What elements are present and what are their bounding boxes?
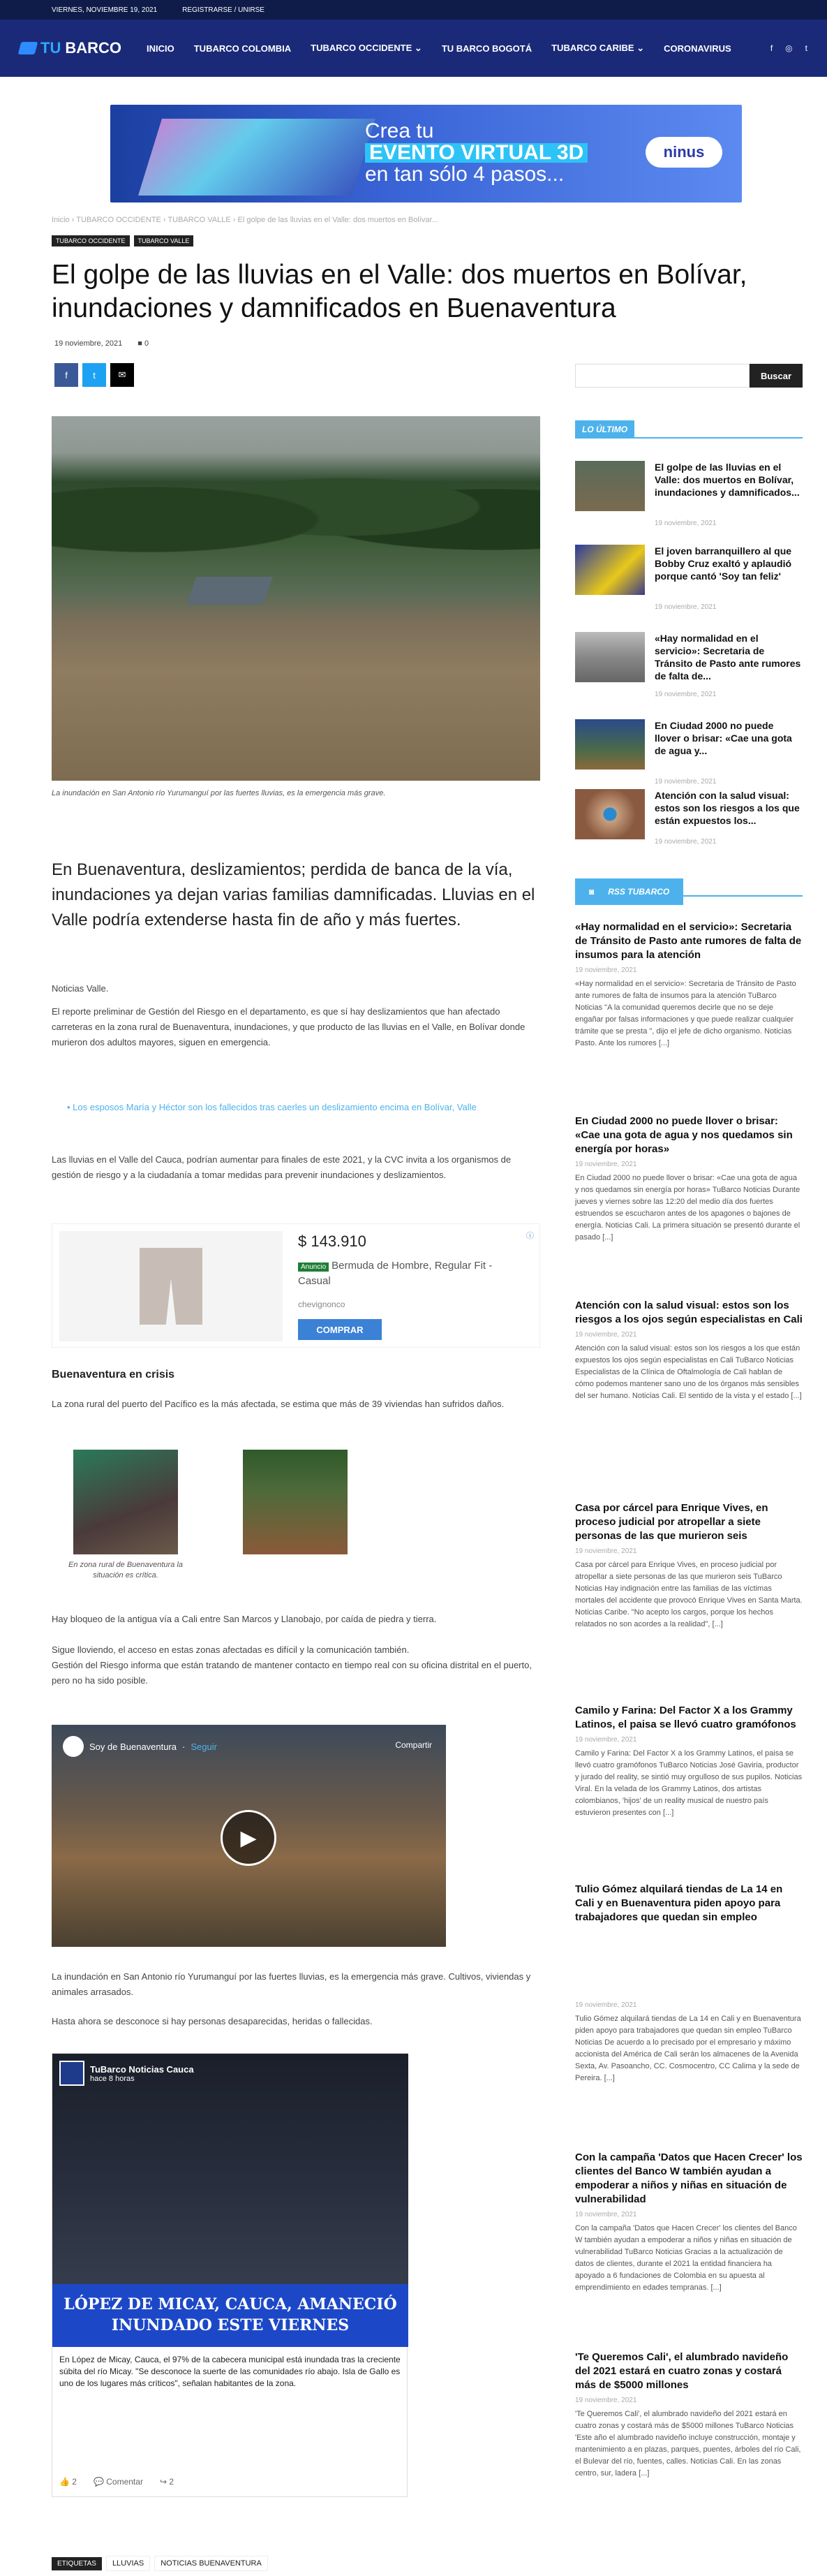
rss-title[interactable]: «Hay normalidad en el servicio»: Secretaria de Tránsito de Pasto ante rumores de falta de insumos para la atención [575,921,802,961]
breadcrumb[interactable]: Inicio › TUBARCO OCCIDENTE › TUBARCO VALLE › El golpe de las lluvias en el Valle: dos muertos en Bolívar... [52,216,438,224]
latest-date: 19 noviembre, 2021 [655,778,717,786]
rss-heading [575,878,803,897]
rss-item[interactable] [575,2350,803,2480]
ship-icon [18,42,38,54]
article-title: El golpe de las lluvias en el Valle: dos muertos en Bolívar, inundaciones y damnificados en Buenaventura [52,260,747,323]
search-input[interactable] [575,364,750,388]
article-paragraph: La inundación en San Antonio río Yurumanguí por las fuertes lluvias, es la emergencia más grave. Cultivos, viviendas y animales arrasados. [52,1971,531,1997]
comment-icon: ■ [137,339,144,348]
latest-title[interactable]: En Ciudad 2000 no puede llover o brisar: «Cae una gota de agua y... [655,720,792,756]
ninus-logo: ninus [646,137,722,168]
shares-count: 2 [169,2477,174,2487]
latest-date: 19 noviembre, 2021 [655,838,717,846]
buy-button[interactable]: COMPRAR [298,1319,382,1340]
category-tags [52,235,193,246]
product-ad[interactable] [52,1223,540,1348]
post-text: En López de Micay, Cauca, el 97% de la cabecera municipal está inundada tras la creciente súbita del río Micay. "Se desconoce la suerte de las comunidades río abajo. Isla de Gallo es uno de los lugares más críticos", señalan habitantes de la zona. [59,2355,401,2388]
rss-date: 19 noviembre, 2021 [575,1547,637,1555]
post-page-name[interactable]: TuBarco Noticias Cauca [90,2063,194,2075]
rss-date: 19 noviembre, 2021 [575,1161,637,1168]
image-caption: La inundación en San Antonio río Yurumanguí por las fuertes lluvias, es la emergencia más grave. [52,789,386,797]
rss-date: 19 noviembre, 2021 [575,1736,637,1744]
latest-date: 19 noviembre, 2021 [655,603,717,611]
banner-line2: EVENTO VIRTUAL 3D [365,143,588,163]
rss-date: 19 noviembre, 2021 [575,2397,637,2404]
logo-tu: TU [40,39,61,57]
rss-excerpt: En Ciudad 2000 no puede llover o brisar: «Cae una gota de agua y nos quedamos sin energía por horas» TuBarco Noticias Durante jueves y viernes sobre las 12:20 del medio día dos fuertes estruendos se escucharon antes de los apagones o bajones de energía. Noticias Cali. La primera situación se presentó durante el pasado [...] [575,1174,800,1242]
rss-date: 19 noviembre, 2021 [575,966,637,974]
latest-item[interactable] [575,545,803,611]
latest-title[interactable]: Atención con la salud visual: estos son los riesgos a los que están expuestos los... [655,790,800,826]
rss-excerpt: Tulio Gómez alquilará tiendas de La 14 en Cali y en Buenaventura piden apoyo para trabajadores que quedan sin empleo TuBarco Noticias De acuerdo a lo precisado por el empresario y máximo accionista del América de Cali serán los almacenes de la Avenida Sexta, Av. Pasoancho, CC. Cosmocentro, CC Calima y la sede de Pereira. [...] [575,2015,801,2082]
rss-title[interactable]: Tulio Gómez alquilará tiendas de La 14 en Cali y en Buenaventura piden apoyo para trabajadores que quedan sin empleo [575,1883,783,1923]
latest-thumb [575,719,645,770]
tags-label: ETIQUETAS [52,2557,102,2570]
image-flooded-roof [186,577,274,605]
latest-item[interactable] [575,719,803,786]
share-video-button[interactable]: Compartir [395,1740,432,1750]
logo-barco: BARCO [65,39,121,57]
related-link-text: Los esposos María y Héctor son los fallecidos tras caerles un deslizamiento encima en Bolívar, Valle [73,1102,477,1112]
latest-date: 19 noviembre, 2021 [655,691,717,698]
section-heading: Buenaventura en crisis [52,1369,175,1381]
shorts-image [140,1248,202,1325]
article-paragraph: La zona rural del puerto del Pacífico es la más afectada, se estima que más de 39 viviendas han sufridos daños. [52,1399,505,1409]
date-label: VIERNES, NOVIEMBRE 19, 2021 [52,6,158,14]
rss-date: 19 noviembre, 2021 [575,1331,637,1339]
rss-excerpt: 'Te Queremos Cali', el alumbrado navideño del 2021 estará en cuatro zonas y costará más de $5000 millones TuBarco Noticias 'Este año el alumbrado navideño incluye construcción, montaje y mantenimiento a en plazas, parques, puentes, árboles del río Cali, el Bulevar del río, fuentes, calles. Noticias Cali. En las zonas centro, sur, ladera [...] [575,2410,801,2478]
latest-heading-label: LO ÚLTIMO [575,420,634,439]
article-date: 19 noviembre, 2021 [54,339,123,348]
email-share-button[interactable]: ✉ [110,363,134,387]
gallery-thumb[interactable] [243,1450,348,1554]
rss-item[interactable] [575,1704,803,1819]
ad-price: $ 143.910 [298,1232,366,1250]
article-tags [52,2556,268,2571]
gallery-thumb[interactable] [73,1450,178,1554]
instagram-icon[interactable]: ◎ [785,43,793,53]
latest-title[interactable]: El joven barranquillero al que Bobby Cruz exaltó y aplaudió porque cantó 'Soy tan feliz' [655,545,792,582]
nav-tubarco-occidente-label: TUBARCO OCCIDENTE [311,43,412,53]
latest-item[interactable] [575,632,803,698]
facebook-icon[interactable]: f [770,43,773,53]
comment-button[interactable]: 💬 Comentar [93,2477,143,2487]
rss-title[interactable]: Casa por cárcel para Enrique Vives, en proceso judicial por atropellar a siete personas de las que murieron seis [575,1502,768,1542]
rss-date: 19 noviembre, 2021 [575,2211,637,2218]
ad-badge: Anuncio [298,1263,329,1272]
embedded-video[interactable] [52,1725,446,1947]
post-actions [59,2477,174,2487]
twitter-icon[interactable]: t [805,43,807,53]
ad-banner[interactable] [110,105,742,203]
main-nav [0,20,827,77]
facebook-post-embed[interactable] [52,2053,408,2497]
share-buttons [54,363,134,387]
banner-line1: Crea tu [365,119,434,142]
page-avatar [59,2061,84,2086]
likes-count: 2 [72,2477,77,2487]
nav-inicio[interactable]: INICIO [147,43,174,54]
nav-tubarco-bogota[interactable]: TU BARCO BOGOTÁ [441,43,532,54]
rss-excerpt: «Hay normalidad en el servicio»: Secretaria de Tránsito de Pasto ante rumores de falta de insumos para la atención TuBarco Noticias "A la comunidad queremos decirle que no se deje engañar por falsas informaciones y que puede realizar cualquier trámite que se presta ", dijo el jefe de dicho organismo. Noticias Pasto. Ante los rumores [...] [575,980,796,1047]
like-button[interactable]: 👍 2 [59,2477,77,2487]
chevron-down-icon: ⌄ [414,43,422,53]
video-page-name[interactable]: Soy de Buenaventura [89,1741,177,1752]
banner-text [365,119,588,186]
article-main-image [52,416,540,781]
rss-heading-label: RSS TUBARCO [601,883,676,901]
comments-count[interactable] [137,339,149,348]
latest-heading [575,420,803,439]
tag-noticias-buenaventura[interactable]: NOTICIAS BUENAVENTURA [154,2556,268,2571]
article-meta [54,339,149,348]
rss-item[interactable] [575,2151,803,2294]
play-icon[interactable]: ▶ [221,1810,276,1866]
article-source: Noticias Valle. [52,983,109,994]
ad-product-name [298,1259,521,1288]
article-paragraph: El reporte preliminar de Gestión del Riesgo en el departamento, es que sí hay deslizamientos que han afectado carreteras en la zona rural de Buenaventura, inundaciones, y que producto de las lluvias en el Valle, en Bolívar donde murieron dos adultos mayores, siguen en emergencia. [52,1006,526,1047]
image-trees [52,444,540,570]
nav-tubarco-colombia[interactable]: TUBARCO COLOMBIA [193,43,292,54]
banner-line3: en tan sólo 4 pasos... [365,163,565,186]
latest-item[interactable] [575,461,803,527]
comments-number: 0 [144,339,149,348]
latest-title[interactable]: El golpe de las lluvias en el Valle: dos muertos en Bolívar, inundaciones y damnificados... [655,462,800,498]
follow-link[interactable]: Seguir [191,1741,217,1752]
article-lead: En Buenaventura, deslizamientos; perdida de banca de la vía, inundaciones ya dejan varias familias damnificadas. Lluvias en el Valle podría extenderse hasta fin de año y más fuertes. [52,860,535,929]
page-avatar [63,1736,84,1757]
latest-thumb [575,632,645,682]
nav-tubarco-caribe-label: TUBARCO CARIBE [551,43,634,53]
article-paragraph: Las lluvias en el Valle del Cauca, podrían aumentar para finales de este 2021, y la CVC invita a los organismos de gestión de riesgo y a la ciudadanía a tomar medidas para prevenir inundaciones y deslizamientos. [52,1154,512,1180]
latest-item[interactable] [575,789,803,852]
top-bar [0,0,827,20]
rss-item[interactable] [575,1501,803,1631]
twitter-share-button[interactable]: t [82,363,106,387]
rss-title[interactable]: Con la campaña 'Datos que Hacen Crecer' los clientes del Banco W también ayudan a empoderar a niños y niñas en situación de vulnerabilidad [575,2151,803,2205]
nav-tubarco-occidente[interactable] [301,43,432,54]
latest-date: 19 noviembre, 2021 [655,520,717,527]
ad-product-label: Bermuda de Hombre, Regular Fit - Casual [298,1260,493,1287]
ad-store: chevignonco [298,1300,345,1309]
rss-item[interactable] [575,920,803,1050]
register-link[interactable]: REGISTRARSE / UNIRSE [182,6,265,14]
post-header [59,2061,194,2086]
post-time: hace 8 horas [90,2074,135,2083]
article-paragraph: Hay bloqueo de la antigua vía a Cali entre San Marcos y Llanobajo, por caída de piedra y tierra. [52,1614,437,1624]
tag-tubarco-occidente[interactable]: TUBARCO OCCIDENTE [52,235,130,246]
rss-date: 19 noviembre, 2021 [575,2001,637,2009]
tag-tubarco-valle[interactable]: TUBARCO VALLE [134,235,194,246]
latest-thumb [575,545,645,595]
share-button[interactable]: ↪ 2 [159,2477,174,2487]
rss-title[interactable]: Camilo y Farina: Del Factor X a los Grammy Latinos, el paisa se llevó cuatro gramófonos [575,1705,796,1730]
rss-heading-box [575,878,683,905]
banner-artwork [138,119,375,196]
latest-thumb [575,461,645,511]
rss-excerpt: Con la campaña 'Datos que Hacen Crecer' los clientes del Banco W también ayudan a empoderar a niños y niñas en situación de vulnerabilidad TuBarco Noticias Gracias a la actualización de datos de clientes, durante el 2021 la entidad financiera ha apoyado a 6 fundaciones de Colombia en su apuesta al emprendimiento en edades tempranas. [...] [575,2224,797,2292]
rss-title[interactable]: Atención con la salud visual: estos son los riesgos a los ojos según especialistas en Cali [575,1300,803,1325]
rss-excerpt: Casa por cárcel para Enrique Vives, en proceso judicial por atropellar a siete personas de las que murieron seis TuBarco Noticias Hay indignación entre las familias de las víctimas mortales del accidente que provocó Enrique Vives en Santa Marta. Noticias Caribe. "No acepto los cargos, porque los hechos relatados no son acordes a la realidad", [...] [575,1561,803,1628]
nav-coronavirus[interactable]: CORONAVIRUS [664,43,731,54]
facebook-share-button[interactable]: f [54,363,78,387]
gallery-caption: En zona rural de Buenaventura la situación es crítica. [68,1561,183,1580]
article-paragraph: Sigue lloviendo, el acceso en estas zonas afectadas es difícil y la comunicación también. [52,1644,410,1655]
rss-item[interactable] [575,1299,803,1402]
rss-item[interactable] [575,1883,803,2084]
ad-product-image [59,1231,283,1341]
rss-icon: ◙ [582,883,601,901]
rss-excerpt: Camilo y Farina: Del Factor X a los Grammy Latinos, el paisa se llevó cuatro gramófonos TuBarco Noticias José Gaviria, productor y jurado del reality, se sintió muy orgulloso de sus pupilos. Noticias Viral. En la velada de los Grammy Latinos, dos artistas colombianos, 'hijos' de un reality musical de nuestro país estuvieron presentes con [...] [575,1749,803,1817]
article-paragraph: Gestión del Riesgo informa que están tratando de mantener contacto en tiempo real con su oficina distrital en el puerto, pero no ha sido posible. [52,1660,532,1686]
site-logo[interactable] [20,39,121,57]
latest-title[interactable]: «Hay normalidad en el servicio»: Secretaria de Tránsito de Pasto ante rumores de falta de... [655,633,801,682]
search-button[interactable]: Buscar [750,364,803,388]
video-header: Soy de Buenaventura · Seguir [63,1736,217,1757]
chevron-down-icon: ⌄ [636,43,645,53]
article-paragraph: Hasta ahora se desconoce si hay personas desaparecidas, heridas o fallecidas. [52,2016,373,2026]
post-banner: LÓPEZ DE MICAY, CAUCA, AMANECIÓ INUNDADO ESTE VIERNES [52,2284,408,2347]
latest-thumb [575,789,645,839]
rss-excerpt: Atención con la salud visual: estos son los riesgos a los que están expuestos los ojos según especialistas en Cali TuBarco Noticias Especialistas de la Clínica de Oftalmología de Cali hablan de cómo podemos mantener sano uno de los órganos más sensibles del ser humano. Noticias Cali. El sentido de la vista y el estado [...] [575,1344,802,1400]
rss-title[interactable]: En Ciudad 2000 no puede llover o brisar: «Cae una gota de agua y nos quedamos sin energía por horas» [575,1115,793,1155]
related-article-link[interactable]: • Los esposos María y Héctor son los fallecidos tras caerles un deslizamiento encima en Bolívar, Valle [67,1102,477,1112]
info-icon[interactable]: ⓘ [526,1232,534,1240]
comment-label: Comentar [106,2477,143,2487]
nav-tubarco-caribe[interactable] [542,43,654,54]
rss-item[interactable] [575,1114,803,1244]
tag-lluvias[interactable]: LLUVIAS [106,2556,150,2571]
rss-title[interactable]: 'Te Queremos Cali', el alumbrado navideño del 2021 estará en cuatro zonas y costará más de $5000 millones [575,2351,789,2391]
